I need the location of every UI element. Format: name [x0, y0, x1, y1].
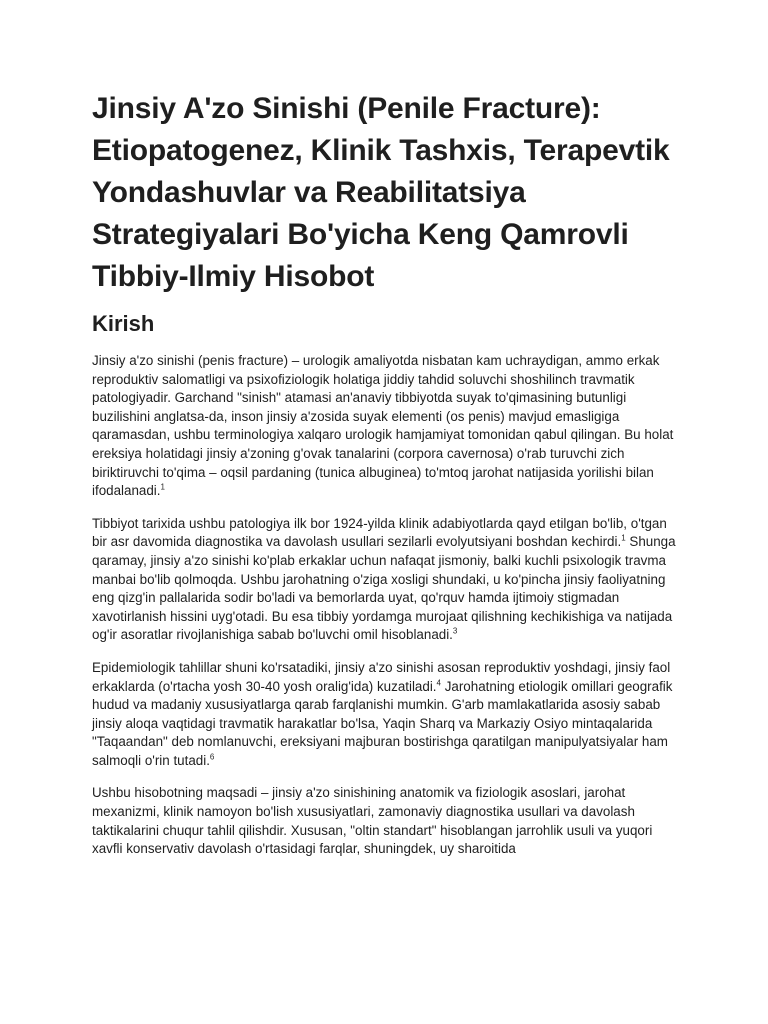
paragraph-4 [92, 784, 684, 858]
footnote-reference[interactable]: 6 [209, 752, 215, 762]
section-heading: Kirish [92, 311, 155, 336]
footnote-reference[interactable]: 3 [452, 626, 458, 636]
paragraph-text: Epidemiologik tahlillar shuni ko'rsatadiki, jinsiy a'zo sinishi asosan reproduktiv yoshdagi, jinsiy faol erkaklarda (o'rtacha yosh 30-40 yosh oralig'ida) kuzatiladi. [92, 659, 671, 694]
paragraph-text: Jinsiy a'zo sinishi (penis fracture) – urologik amaliyotda nisbatan kam uchraydigan, ammo erkak reproduktiv salomatligi va psixofiziologik holatiga jiddiy tahdid soluvchi shoshilinch travmatik patologiyadir. Garchand "sinish" atamasi an'anaviy tibbiyotda suyak to'qimasining butunligi buzilishini anglatsa-da, inson jinsiy a'zosida suyak elementi (os penis) mavjud emasligiga qaramasdan, ushbu terminologiya xalqaro urologik hamjamiyat tomonidan qabul qilingan. Bu holat ereksiya holatidagi jinsiy a'zoning g'ovak tanalarini (corpora cavernosa) o'rab turuvchi zich biriktiruvchi to'qima – oqsil pardaning (tunica albuginea) to'mtoq jarohat natijasida yorilishi bilan ifodalanadi. [92, 353, 674, 499]
paragraph-text: Shunga qaramay, jinsiy a'zo sinishi ko'plab erkaklar uchun nafaqat jismoniy, balki kuchli psixologik travma manbai bo'lib qolmoqda. Ushbu jarohatning o'ziga xosligi shundaki, u ko'pincha jinsiy faoliyatning eng qizg'in pallalarida sodir bo'ladi va bemorlarda uyat, qo'rquv hamda ijtimoiy stigmadan xavotirlanish hissini uyg'otadi. Bu esa tibbiy yordamga murojaat qilishning kechikishiga va natijada og'ir asoratlar rivojlanishiga sabab bo'luvchi omil hisoblanadi. [92, 534, 676, 643]
paragraph-text: Tibbiyot tarixida ushbu patologiya ilk bor 1924-yilda klinik adabiyotlarda qayd etilgan bo'lib, o'tgan bir asr davomida diagnostika va davolash usullari sezilarli evolyutsiyani boshdan kechirdi. [92, 515, 667, 550]
document-title: Jinsiy A'zo Sinishi (Penile Fracture): Etiopatogenez, Klinik Tashxis, Terapevtik Yondashuvlar va Reabilitatsiya Strategiyalari Bo'yicha Keng Qamrovli Tibbiy-Ilmiy Hisobot [92, 92, 670, 293]
footnote-reference[interactable]: 4 [436, 678, 441, 688]
footnote-reference[interactable]: 1 [160, 482, 165, 492]
paragraph-2 [92, 515, 684, 645]
footnote-reference[interactable]: 1 [621, 533, 626, 543]
paragraph-text: Ushbu hisobotning maqsadi – jinsiy a'zo sinishining anatomik va fiziologik asoslari, jarohat mexanizmi, klinik namoyon bo'lish xususiyatlari, zamonaviy diagnostika usullari va davolash taktikalarini chuqur tahlil qilishdir. Xususan, "oltin standart" hisoblangan jarrohlik usuli va yuqori xavfli konservativ davolash o'rtasidagi farqlar, shuningdek, uy sharoitida [92, 785, 653, 857]
paragraph-1 [92, 352, 684, 501]
paragraph-3 [92, 659, 684, 771]
paragraph-text: Jarohatning etiologik omillari geografik hudud va madaniy xususiyatlarga qarab farqlanishi mumkin. G'arb mamlakatlarida asosiy sabab jinsiy aloqa vaqtidagi travmatik harakatlar bo'lsa, Yaqin Sharq va Markaziy Osiyo mintaqalarida "Taqaandan" deb nomlanuvchi, ereksiyani majburan bostirishga qaratilgan manipulyatsiyalar ham salmoqli o'rin tutadi. [92, 678, 673, 768]
